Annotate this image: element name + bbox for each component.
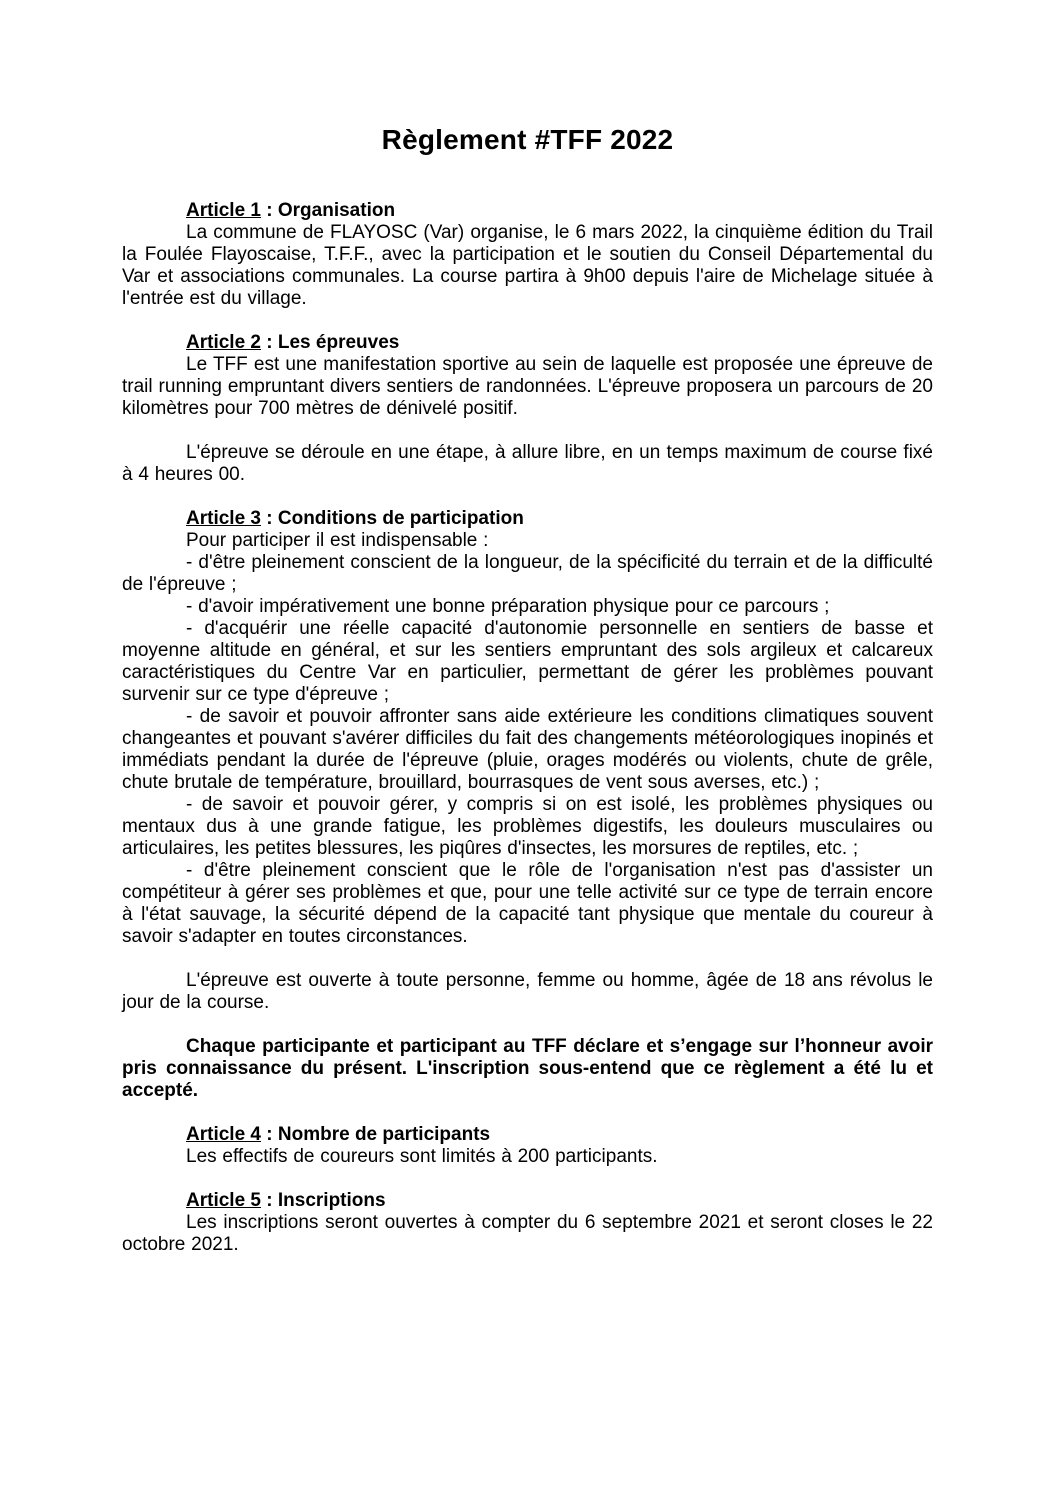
article-2-label: Article 2: [186, 332, 261, 353]
article-2-title: Les épreuves: [277, 332, 400, 353]
article-4-title: Nombre de participants: [277, 1124, 491, 1145]
paragraph: La commune de FLAYOSC (Var) organise, le 6 mars 2022, la cinquième édition du Trail la Foulée Flayoscaise, T.F.F., avec la participation et le soutien du Conseil Départemental du Var et associations communales. La course partira à 9h00 depuis l'aire de Michelage située à l'entrée est du village.: [122, 222, 933, 309]
commitment-paragraph: Chaque participante et participant au TFF déclare et s’engage sur l’honneur avoir pris connaissance du présent. L'inscription sous-entend que ce règlement a été lu et accepté.: [122, 1036, 933, 1101]
list-item: - de savoir et pouvoir gérer, y compris si on est isolé, les problèmes physiques ou mentaux dus à une grande fatigue, les problèmes digestifs, les douleurs musculaires ou articulaires, les petites blessures, les piqûres d'insectes, les morsures de reptiles, etc. ;: [122, 794, 933, 859]
paragraph: L'épreuve se déroule en une étape, à allure libre, en un temps maximum de course fixé à 4 heures 00.: [122, 442, 933, 485]
paragraph: L'épreuve est ouverte à toute personne, femme ou homme, âgée de 18 ans révolus le jour de la course.: [122, 970, 933, 1013]
article-4-label: Article 4: [186, 1124, 261, 1145]
paragraph: Les inscriptions seront ouvertes à compter du 6 septembre 2021 et seront closes le 22 octobre 2021.: [122, 1212, 933, 1255]
heading-separator: :: [260, 332, 278, 353]
list-item: - d'avoir impérativement une bonne préparation physique pour ce parcours ;: [186, 596, 830, 617]
article-2-heading: [122, 332, 933, 354]
heading-separator: :: [260, 1124, 278, 1145]
list-item: - d'être pleinement conscient de la longueur, de la spécificité du terrain et de la difficulté de l'épreuve ;: [122, 552, 933, 595]
paragraph: Les effectifs de coureurs sont limités à 200 participants.: [186, 1146, 658, 1167]
document-title: Règlement #TFF 2022: [381, 124, 674, 155]
article-1-label: Article 1: [186, 200, 261, 221]
list-item: - d'être pleinement conscient que le rôle de l'organisation n'est pas d'assister un compétiteur à gérer ses problèmes et que, pour une telle activité sur ce type de terrain encore à l'état sauvage, la sécurité dépend de la capacité tant physique que mentale du coureur à savoir s'adapter en toutes circonstances.: [122, 860, 933, 947]
heading-separator: :: [260, 508, 278, 529]
paragraph: Pour participer il est indispensable :: [186, 530, 489, 551]
article-5-heading: [122, 1190, 933, 1212]
article-5-title: Inscriptions: [277, 1190, 386, 1211]
heading-separator: :: [260, 1190, 278, 1211]
article-5-label: Article 5: [186, 1190, 261, 1211]
article-3-heading: [122, 508, 933, 530]
list-item: - d'acquérir une réelle capacité d'autonomie personnelle en sentiers de basse et moyenne altitude en général, et sur les sentiers empruntant des sols argileux et calcareux caractéristiques du Centre Var en particulier, permettant de gérer les problèmes pouvant survenir sur ce type d'épreuve ;: [122, 618, 933, 705]
article-1-title: Organisation: [277, 200, 396, 221]
article-3-label: Article 3: [186, 508, 261, 529]
article-1-heading: [122, 200, 933, 222]
paragraph: Le TFF est une manifestation sportive au sein de laquelle est proposée une épreuve de trail running empruntant divers sentiers de randonnées. L'épreuve proposera un parcours de 20 kilomètres pour 700 mètres de dénivelé positif.: [122, 354, 933, 419]
heading-separator: :: [260, 200, 278, 221]
list-item: - de savoir et pouvoir affronter sans aide extérieure les conditions climatiques souvent changeantes et pouvant s'avérer difficiles du fait des changements météorologiques inopinés et immédiats pendant la durée de l'épreuve (pluie, orages modérés ou violents, chute de grêle, chute brutale de température, brouillard, bourrasques de vent sous averses, etc.) ;: [122, 706, 933, 793]
article-4-heading: [122, 1124, 933, 1146]
article-3-title: Conditions de participation: [277, 508, 524, 529]
